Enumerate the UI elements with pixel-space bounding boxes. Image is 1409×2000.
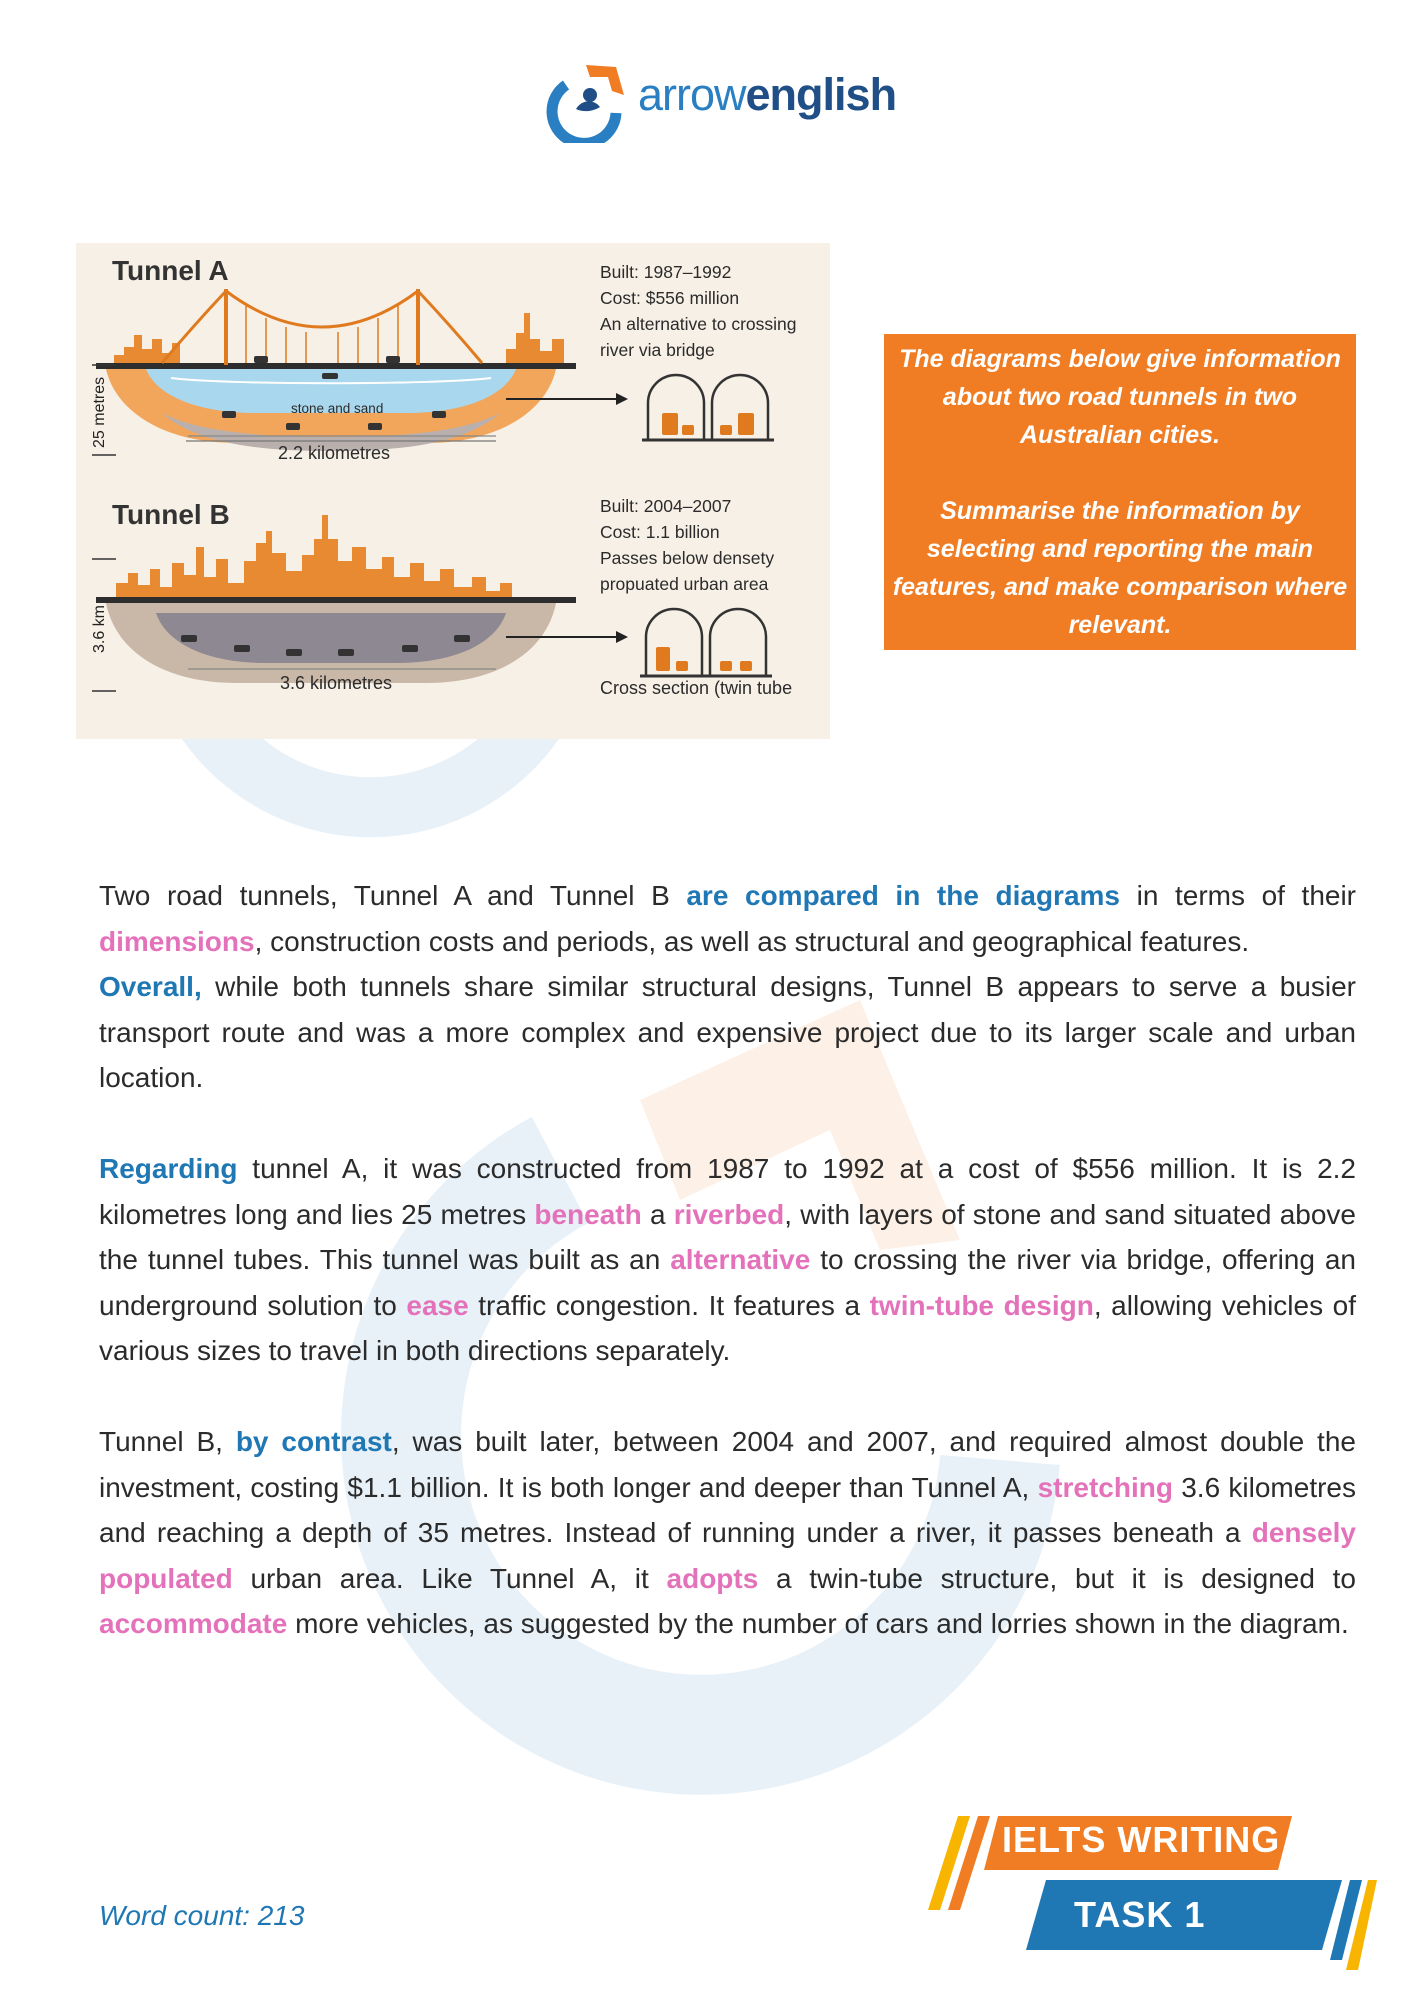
tunnel-b-cross-section-vehicles (656, 647, 752, 671)
tunnel-a-title: Tunnel A (112, 255, 229, 286)
highlight-blue: are compared in the diagrams (686, 880, 1120, 911)
tunnel-a-graphic (92, 289, 576, 455)
task-instruction-text: Summarise the information by selecting and reporting the main features, and make comparison where relevant. (892, 497, 1348, 639)
word-count: Word count: 213 (99, 1900, 305, 1931)
essay-introduction (99, 873, 1356, 964)
essay-body-paragraph-1 (99, 1146, 1356, 1374)
brand-name (638, 69, 896, 121)
tunnel-a-depth-label: 25 metres (91, 376, 108, 448)
tunnel-a-length-label: 2.2 kilometres (278, 443, 391, 463)
tunnel-a-layer-label: stone and sand (291, 401, 384, 416)
badge-line-1: IELTS WRITING (1002, 1819, 1281, 1860)
tunnel-b-cost: Cost: 1.1 billion (600, 522, 720, 542)
tunnel-a-note-line1: An alternative to crossing (600, 314, 797, 334)
essay-text: a twin-tube structure, but it is designed to (758, 1562, 1357, 1594)
tunnel-a-skyline (114, 335, 180, 365)
essay-text: 3.6 kilometres and reaching a depth of 35 metres. Instead of running under a river, it passes beneath a (99, 1471, 1356, 1548)
highlight-pink: densely populated (99, 1517, 1356, 1594)
ielts-writing-task-badge (922, 1810, 1377, 1990)
tunnel-b-graphic (92, 515, 576, 691)
highlight-pink: twin-tube design (869, 1289, 1094, 1321)
brand-name-part2: english (745, 69, 897, 120)
highlight-pink: beneath (534, 1198, 642, 1230)
highlight-pink: dimensions (99, 925, 255, 957)
tunnel-b-title: Tunnel B (112, 499, 230, 530)
highlight-pink: riverbed (673, 1198, 785, 1230)
essay-text: a (641, 1198, 674, 1230)
tunnel-diagram (76, 243, 830, 739)
essay-text: while both tunnels share similar structural designs, Tunnel B appears to serve a busier transport route and was a more complex and expensive project due to its larger scale and urban location. (99, 971, 1356, 1093)
highlight-pink: adopts (666, 1562, 759, 1594)
highlight-pink: accommodate (99, 1608, 288, 1639)
task-prompt-text: The diagrams below give information about two road tunnels in two Australian cities. (899, 345, 1341, 449)
tunnel-b-note-line1: Passes below densety (600, 548, 775, 568)
essay-overview (99, 964, 1356, 1101)
essay-text: , with layers of stone and sand situated above the tunnel tubes. This tunnel was built as an (99, 1198, 1356, 1275)
essay-text: in terms of their (1120, 880, 1357, 911)
highlight-pink: stretching (1037, 1471, 1173, 1503)
tunnel-b-depth-label: 3.6 km (91, 604, 108, 653)
tunnel-b-note-line2: propuated urban area (600, 574, 769, 594)
essay-text: , was built later, between 2004 and 2007, and required almost double the investment, costing $1.1 billion. It is both longer and deeper than Tunnel A, (99, 1426, 1356, 1503)
tunnel-b-built: Built: 2004–2007 (600, 496, 732, 516)
brand-logo[interactable] (546, 55, 897, 151)
tunnel-a-built: Built: 1987–1992 (600, 262, 732, 282)
tunnel-a-cross-section-vehicles (662, 413, 754, 435)
tunnel-a-cost: Cost: $556 million (600, 288, 740, 308)
essay-body-paragraph-2 (99, 1419, 1356, 1647)
essay-text: , construction costs and periods, as well as structural and geographical features. (254, 925, 1250, 957)
tunnel-a-info (600, 259, 797, 363)
essay-text: Two road tunnels, Tunnel A and Tunnel B (99, 880, 687, 911)
essay-text: tunnel A, it was constructed from 1987 to 1992 at a cost of $556 million. It is 2.2 kilometres long and lies 25 metres (99, 1153, 1356, 1230)
essay-text: more vehicles, as suggested by the number of cars and lorries shown in the diagram. (287, 1608, 1349, 1639)
tunnel-b-cross-section-label: Cross section (twin tube (600, 678, 793, 698)
highlight-blue: by contrast (235, 1426, 392, 1457)
highlight-blue: Regarding (99, 1153, 238, 1184)
task-prompt-box (884, 334, 1356, 650)
tunnel-a-note-line2: river via bridge (600, 340, 715, 360)
highlight-pink: ease (406, 1289, 469, 1321)
badge-line-2: TASK 1 (1074, 1894, 1206, 1935)
highlight-blue: Overall, (99, 971, 202, 1002)
model-essay (99, 873, 1356, 1647)
highlight-pink: alternative (670, 1244, 811, 1275)
arrow-logo-icon (546, 55, 634, 143)
essay-text: Tunnel B, (99, 1426, 236, 1457)
essay-text: , allowing vehicles of various sizes to travel in both directions separately. (99, 1289, 1357, 1366)
tunnel-b-info (600, 493, 774, 597)
brand-name-part1: arrow (638, 69, 746, 120)
tunnel-b-length-label: 3.6 kilometres (280, 673, 393, 693)
essay-text: traffic congestion. It features a (468, 1289, 870, 1321)
tunnel-a-cross-section (642, 375, 774, 440)
essay-text: urban area. Like Tunnel A, it (232, 1562, 667, 1594)
essay-text: to crossing the river via bridge, offering an underground solution to (99, 1244, 1356, 1321)
